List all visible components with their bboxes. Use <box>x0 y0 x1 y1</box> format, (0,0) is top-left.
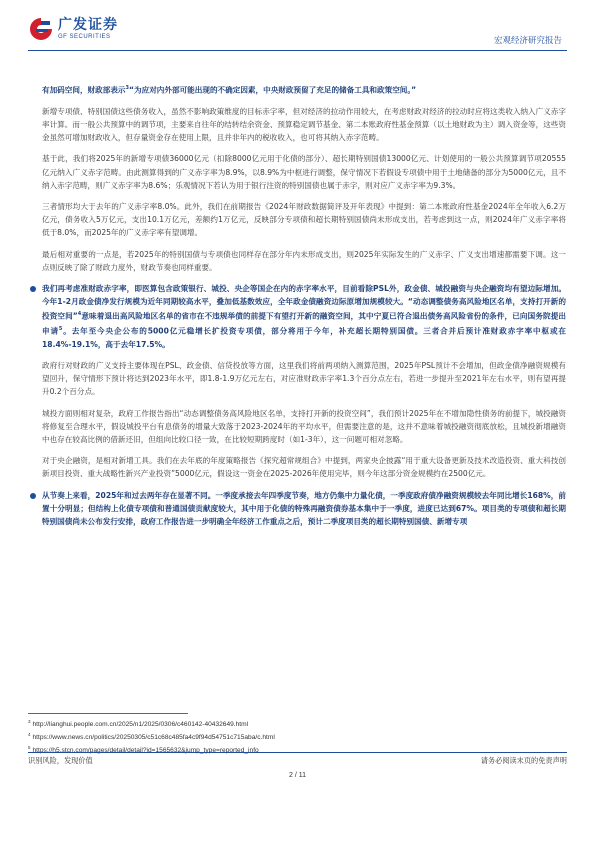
paragraph-3: 基于此，我们将2025年的新增专项债36000亿元（扣除8000亿元用于化债的部分）、超长期特别国债13000亿元、计划使用的一般公共预算调节项20555亿元纳入广义赤字范畴。由此测算得到的广义赤字率为8.9%，以8.9%为中枢进行调整，保守情况下若假设专项债中用于土地储备的部分为5000亿元，且不纳入赤字范畴，则广义赤字率为8.6%；乐观情况下若认为用于银行注资的特别国债也属于赤字，则对应广义赤字率为9.3%。 <box>42 154 566 190</box>
paragraph-8: 城投方面则相对复杂，政府工作报告指出“动态调整债务高风险地区名单，支持打开新的投资空间”，我们预计2025年在不增加隐性债务的前提下，城投融资将修复至合理水平，假设城投平台有息债务的增量大致落于2023-2024年的平均水平，但需要注意的是，这并不意味着城投融资彻底放松，且城投新增融资中也存在较高比例的借新还旧，但组向比较口径一致，在比较短期跨度时（如1-3年），这一问题可相对忽略。 <box>42 408 566 445</box>
footer-divider <box>28 752 567 753</box>
footnotes <box>28 717 275 755</box>
paragraph-10-bullet: 从节奏上来看，2025年和过去两年存在显著不同。一季度承接去年四季度节奏，地方仍集中力量化债，一季度政府债净融资规模较去年同比增长168%，前置十分明显；但结构上化债专项债和普通国债贡献度较大，其中用于化债的特殊再融资债券基本集中于一季度，进度已达到67%。项目类的专项债和超长期特别国债尚未公布发行安排，政府工作报告进一步明确全年经济工作重点之后，预计二季度项目类的超长期特别国债、新增专项 <box>42 489 566 529</box>
paragraph-9: 对于央企融资，是相对新增工具。我们在去年底的年度策略报告《探究超常规组合》中提到，两家央企披露“用于重大设备更新及技术改造投资、重大科技创新项目投资、重大战略性新兴产业投资”5000亿元，假设这一资金在2025-2026年使用完毕，则今年这部分资金规模约在2500亿元。 <box>42 456 566 479</box>
footnote-ref-3[interactable]: 3 <box>125 85 130 91</box>
main-content <box>42 82 566 536</box>
footer-disclaimer: 请务必阅读末页的免责声明 <box>480 756 567 765</box>
footnote-4[interactable]: $^4$ https://www.news.cn/politics/20250305/c51c68c485fa4c9f94d54751c715aba/c.html <box>28 731 275 741</box>
page-number: 2 / 11 <box>289 772 306 779</box>
logo-english-name: GF SECURITIES <box>58 33 111 40</box>
paragraph-5: 最后相对重要的一点是，若2025年的特别国债与专项债也同样存在部分年内未形成支出，则2025年实际发生的广义赤字、广义支出增速都需要下调。这一点则反映了除了财政力度外，财政节奏也同样重要。 <box>42 249 566 272</box>
footnote-divider <box>28 713 188 714</box>
header-divider <box>28 50 567 51</box>
gf-securities-logo <box>28 16 118 42</box>
report-type: 宏观经济研究报告 <box>493 36 562 46</box>
paragraph-6-bullet: 我们再考虑准财政赤字率，即医算包含政策银行、城投、央企等国企在内的赤字率水平，目前看除PSL外，政金债、城投融资与央企融资均有望边际增加。今年1-2月政金债净发行规模为近年同期较高水平，叠加低基数效应，全年政金债融资边际原增加规模较大。“动态调整债务高风险地区名单，支持打开新的投资空间”$^4$意味着退出高风险地区名单的省市在不违规举债的前提下有望打开新的融资空间，其中宁夏已符合退出债务高风险省份的条件，已向国务院提出申请$^5$。去年至今央企公布的5000亿元稳增长扩投资专项债，部分将用于今年，补充超长期特别国债。三者合并后预计准财政赤字率中枢或在18.4%-19.1%，高于去年17.5%。 <box>42 282 566 351</box>
paragraph-4: 三者情形均大于去年的广义赤字率8.0%。此外，我们在前期报告《2024年财政数据简评及开年表现》中提到：第二本账政府性基金2024年全年收入6.2万亿元，债务收入5万亿元，支出10.1万亿元，差额约1万亿元，反映部分专项债和超长期特别国债尚未形成支出，若考虑到这一点，则2024年广义赤字率将低于8.0%，而2025年的广义赤字率有望调增。 <box>42 201 566 238</box>
gf-logo-icon <box>28 16 54 42</box>
page-header <box>28 14 562 48</box>
logo-chinese-name: 广发证券 <box>58 16 118 33</box>
footnote-ref-5[interactable]: 5 <box>58 326 63 333</box>
footnote-3[interactable]: $^3$ http://lianghui.people.com.cn/2025/n1/2025/0306/c460142-40432649.html <box>28 719 249 729</box>
footnote-5[interactable]: $^5$ https://h5.stcn.com/pages/detail/detail?id=1565632&jump_type=reported_info <box>28 744 259 754</box>
footnote-ref-4[interactable]: 4 <box>77 311 82 318</box>
paragraph-2: 新增专项债、特别国债这些债务收入，虽然不影响政策维度的目标赤字率，但对经济的拉动作用较大，在考虑财政对经济的拉动时应将这类收入纳入广义赤字率计算。而一般公共预算中的调节项，主要来自往年的结转结余资金、预算稳定调节基金、第二本账政府性基金预算（以土地财政为主）调入资金等，这些资金虽然可增加财政收入，但存量资金存在使用上限，且并非年内的税收收入，也可将其纳入赤字范畴。 <box>42 106 566 143</box>
footer-slogan: 识别风险，发现价值 <box>28 756 93 765</box>
paragraph-1: 有加码空间，财政部表示$^3$“为应对内外部可能出现的不确定因素，中央财政预留了充足的储备工具和政策空间。” <box>42 85 417 95</box>
paragraph-7: 政府行对财政的广义支持主要体现在PSL、政金债、信贷投放等方面，这里我们将前两项纳入测算范围，2025年PSL预计不会增加，但政金债净融资规模有望回升，保守情形下预计将达到2023年水平，即1.8-1.9万亿元左右，对应准财政赤字率1.3个百分点左右，若进一步提升至2021年左右水平，则有望再提升0.2个百分点。 <box>42 361 566 397</box>
